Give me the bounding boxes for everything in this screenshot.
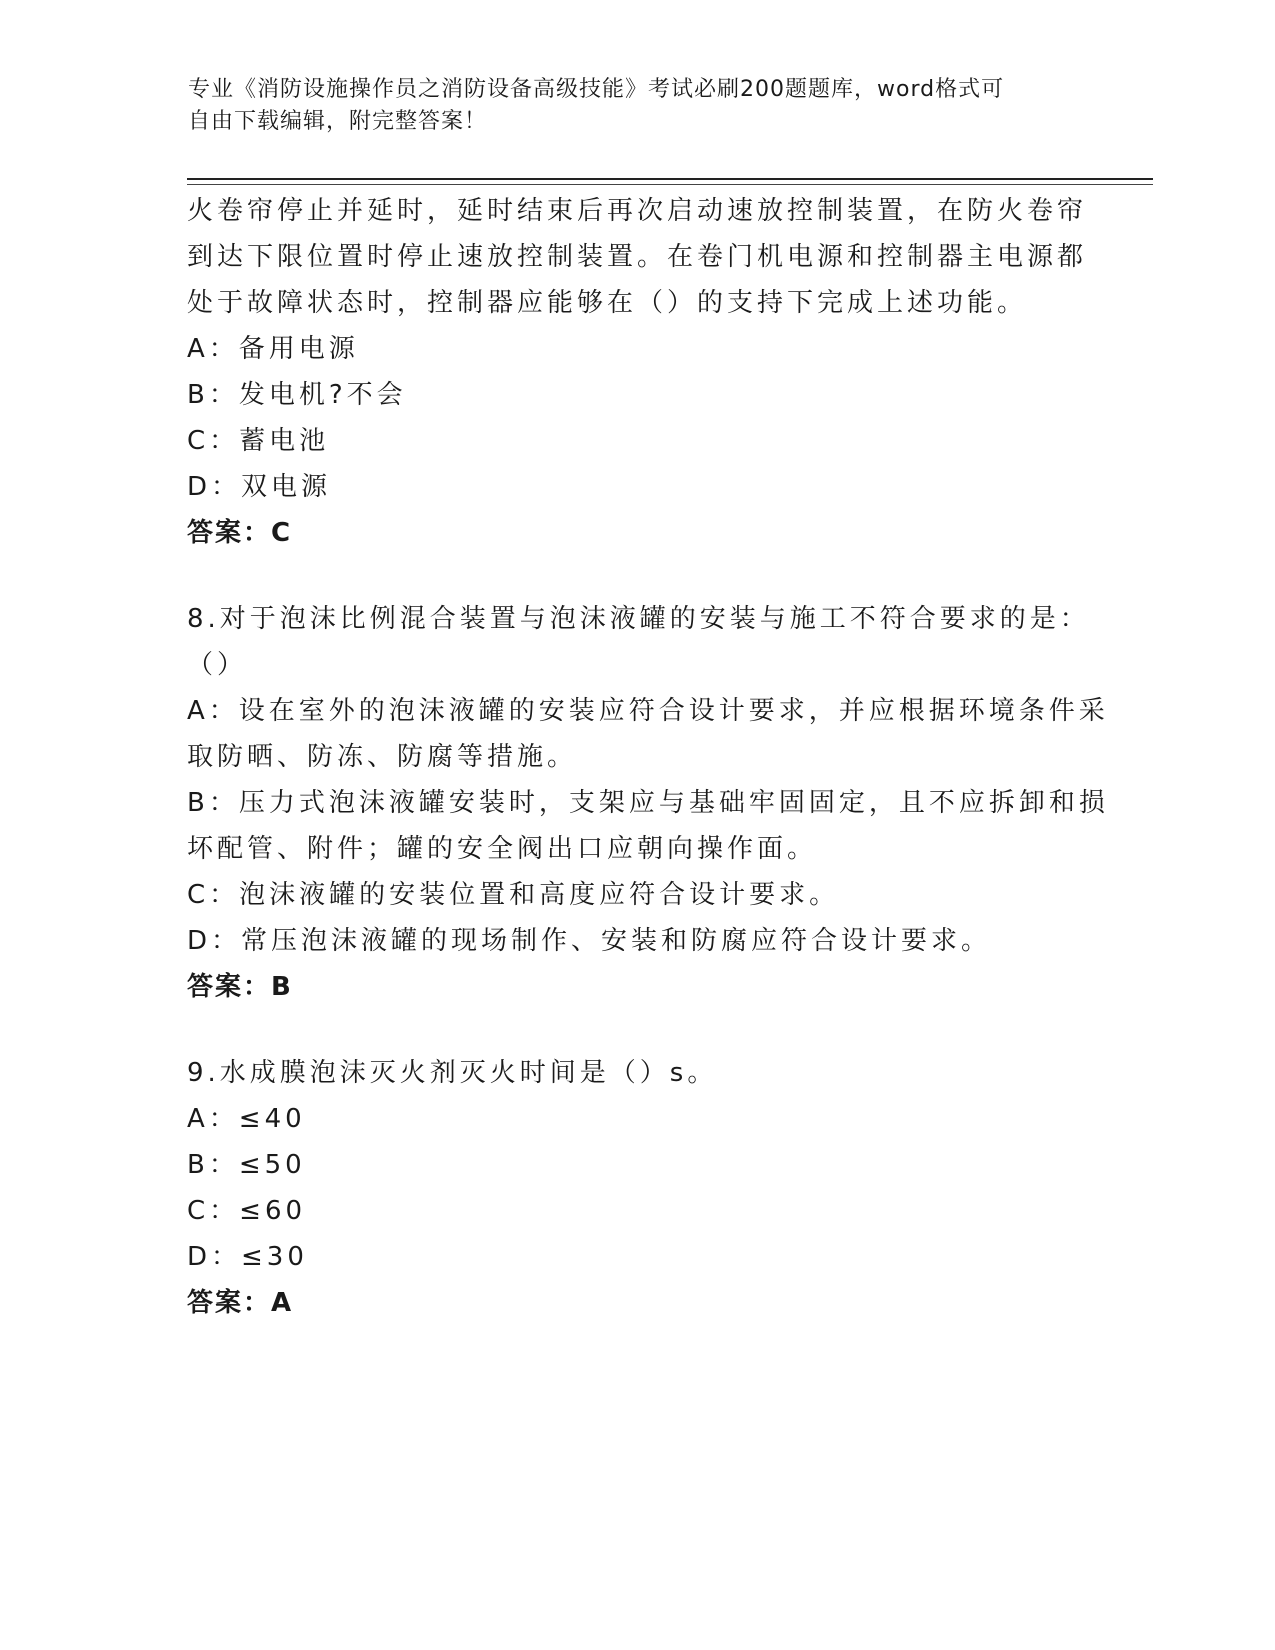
header-divider-thin — [187, 184, 1153, 185]
document-header — [188, 74, 1068, 138]
option-c: C：泡沫液罐的安装位置和高度应符合设计要求。 — [187, 880, 840, 910]
header-divider-thick — [187, 178, 1153, 180]
answer-label: 答案：A — [187, 1288, 294, 1318]
option-c: C：≤60 — [187, 1196, 307, 1226]
option-a-continued: 取防晒、防冻、防腐等措施。 — [187, 742, 578, 772]
question-stem-line: 火卷帘停止并延时，延时结束后再次启动速放控制装置，在防火卷帘 — [187, 196, 1088, 226]
option-a: A：备用电源 — [187, 334, 359, 364]
question-stem-line: （） — [187, 650, 248, 680]
option-d: D：≤30 — [187, 1242, 308, 1272]
question-8 — [187, 596, 1109, 1010]
question-stem-line: 处于故障状态时，控制器应能够在（）的支持下完成上述功能。 — [187, 288, 1028, 318]
question-content — [187, 188, 1109, 1326]
option-b: B：≤50 — [187, 1150, 306, 1180]
option-a: A：设在室外的泡沫液罐的安装应符合设计要求，并应根据环境条件采 — [187, 696, 1109, 726]
option-c: C：蓄电池 — [187, 426, 330, 456]
option-d: D：常压泡沫液罐的现场制作、安装和防腐应符合设计要求。 — [187, 926, 992, 956]
option-b: B：压力式泡沫液罐安装时，支架应与基础牢固固定，且不应拆卸和损 — [187, 788, 1109, 818]
header-title-line-1: 专业《消防设施操作员之消防设备高级技能》考试必刷200题题库，word格式可 — [188, 77, 1005, 102]
question-stem-line: 8.对于泡沫比例混合装置与泡沫液罐的安装与施工不符合要求的是： — [187, 604, 1090, 634]
question-stem-line: 9.水成膜泡沫灭火剂灭火时间是（）s。 — [187, 1058, 718, 1088]
question-9 — [187, 1050, 1087, 1326]
option-d: D：双电源 — [187, 472, 332, 502]
option-a: A：≤40 — [187, 1104, 306, 1134]
header-title-line-2: 自由下载编辑，附完整答案！ — [188, 109, 488, 134]
answer-label: 答案：C — [187, 518, 293, 548]
question-stem-line: 到达下限位置时停止速放控制装置。在卷门机电源和控制器主电源都 — [187, 242, 1088, 272]
question-spacer — [187, 1010, 1087, 1050]
question-7 — [187, 188, 1087, 556]
option-b-continued: 坏配管、附件；罐的安全阀出口应朝向操作面。 — [187, 834, 818, 864]
answer-label: 答案：B — [187, 972, 293, 1002]
option-b: B：发电机?不会 — [187, 380, 407, 410]
question-spacer — [187, 556, 1087, 596]
